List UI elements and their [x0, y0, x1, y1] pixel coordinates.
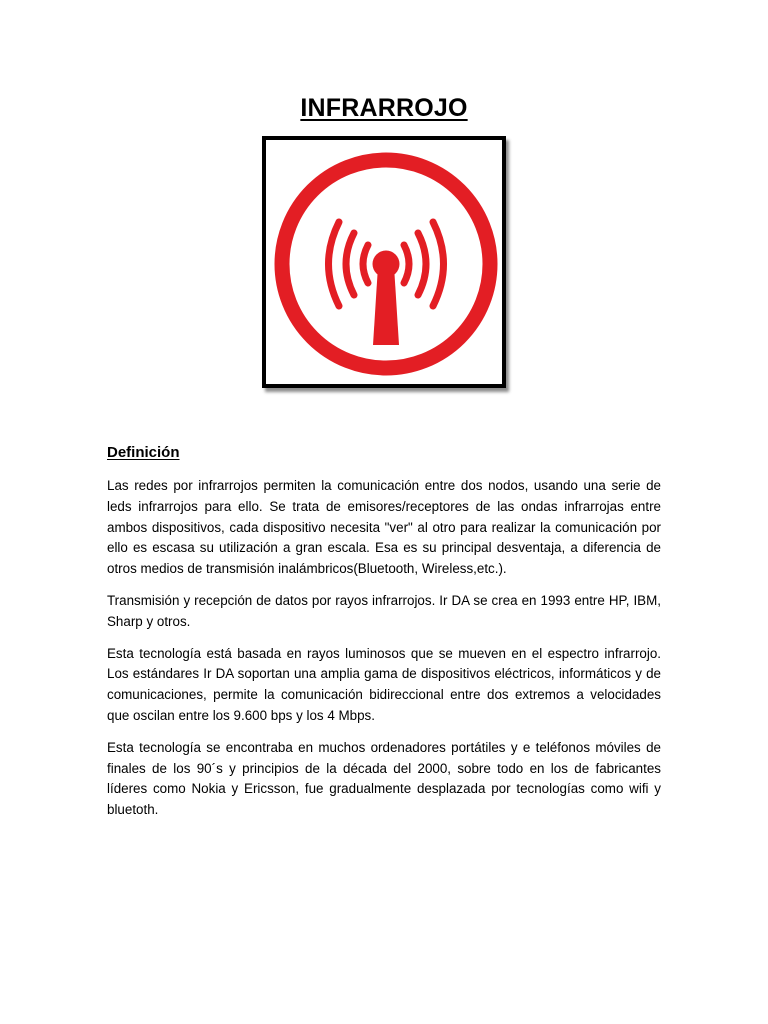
wave-left-3 — [329, 222, 340, 306]
page-title: INFRARROJO — [300, 94, 468, 122]
infrared-figure — [262, 136, 506, 388]
wave-right-3 — [433, 222, 444, 306]
wave-right-2 — [418, 233, 426, 295]
infrared-signal-icon — [266, 140, 502, 384]
emitter-dot — [373, 251, 400, 278]
wave-left-1 — [363, 245, 368, 283]
wave-left-2 — [346, 233, 354, 295]
tower-shape — [373, 266, 399, 345]
paragraph: Esta tecnología se encontraba en muchos ordenadores portátiles y e teléfonos móviles de finales de los 90´s y principios de la década del 2000, sobre todo en los de fabricantes líderes como Nokia y Ericsson, fue gradualmente desplazada por tecnologías como wifi y bluetoth. — [107, 739, 661, 818]
wave-right-1 — [404, 245, 409, 283]
body-text — [107, 476, 661, 832]
paragraph: Las redes por infrarrojos permiten la comunicación entre dos nodos, usando una serie de leds infrarrojos para ello. Se trata de emisores/receptores de las ondas infrarrojas entre ambos dispositivos, cada dispositivo necesita "ver" al otro para realizar la comunicación por ello es escasa su utilización a gran escala. Esa es su principal desventaja, a diferencia de otros medios de transmisión inalámbricos(Bluetooth, Wireless,etc.). — [107, 478, 661, 577]
paragraph: Esta tecnología está basada en rayos luminosos que se mueven en el espectro infrarrojo. Los estándares Ir DA soportan una amplia gama de dispositivos eléctricos, informáticos y de comunicaciones, permite la comunicación bidireccional entre dos extremos a velocidades que oscilan entre los 9.600 bps y los 4 Mbps. — [107, 645, 661, 723]
paragraph: Transmisión y recepción de datos por rayos infrarrojos. Ir DA se crea en 1993 entre HP, IBM, Sharp y otros. — [107, 592, 661, 629]
section-heading: Definición — [107, 444, 180, 461]
